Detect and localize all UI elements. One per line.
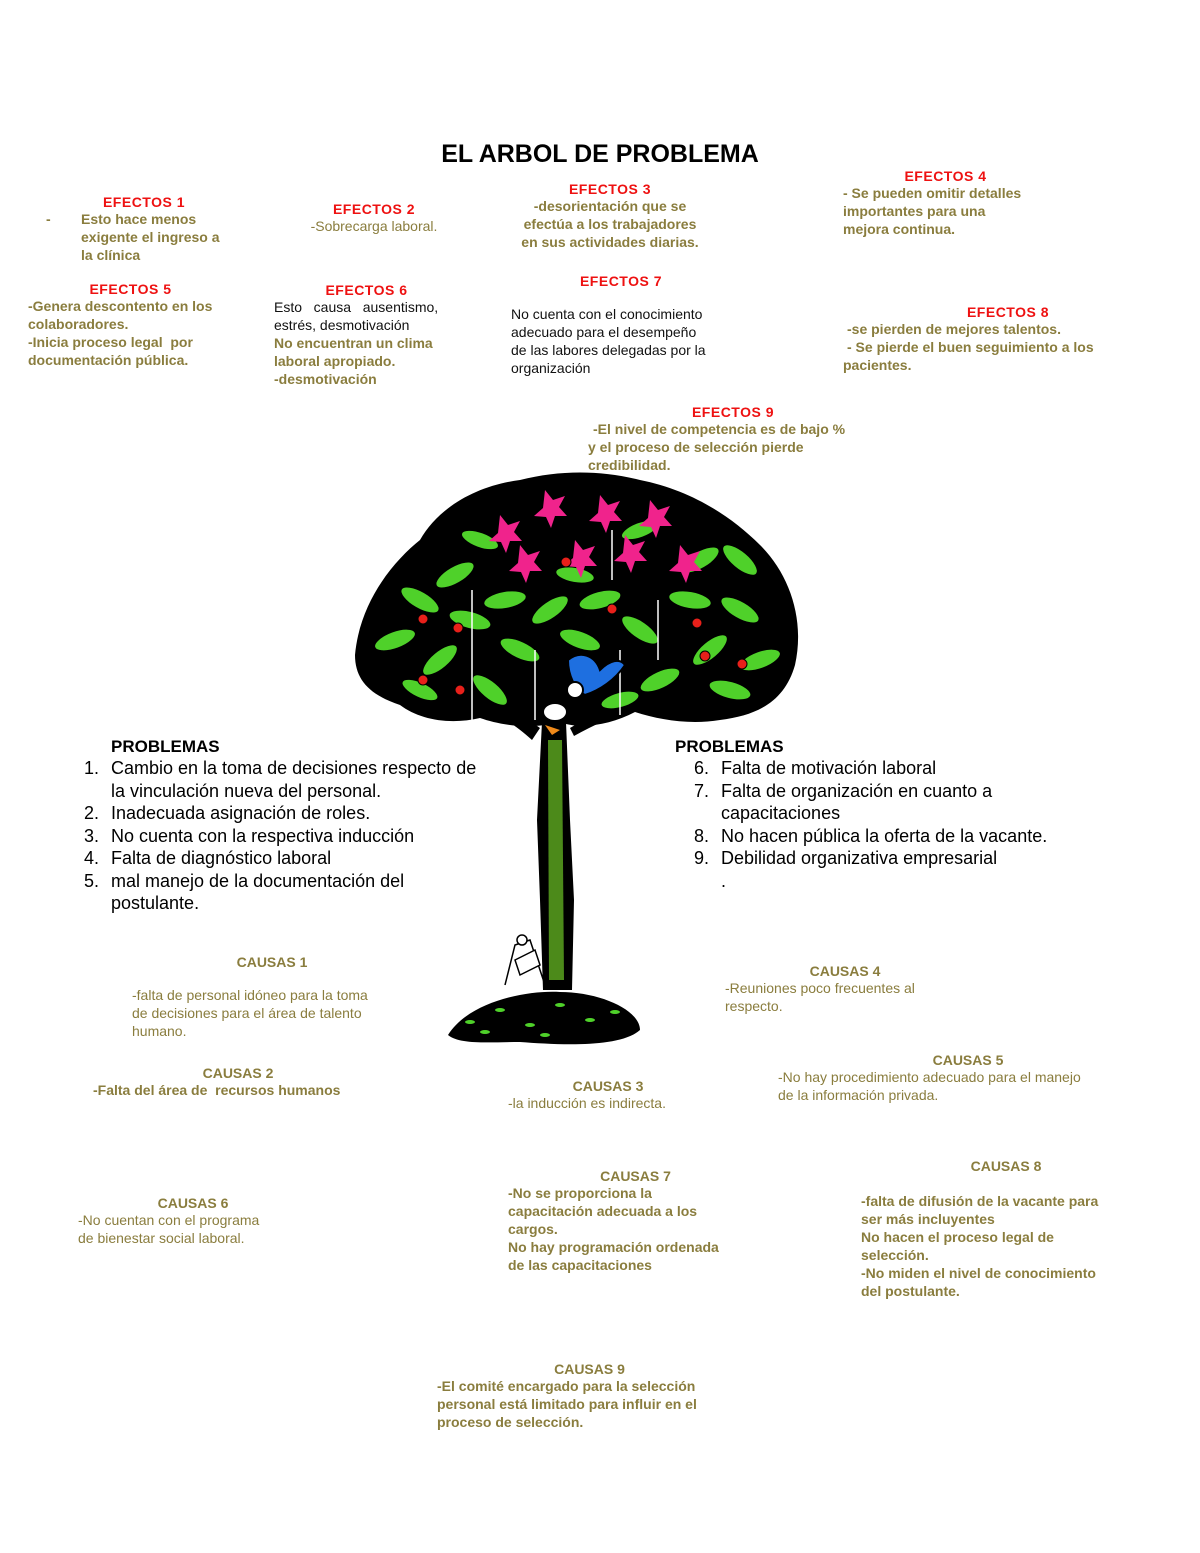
cause-line: personal está limitado para influir en el [437,1396,697,1412]
cause-7 [508,1168,778,1274]
cause-8 [861,1158,1161,1300]
problem-item [685,825,1125,848]
effect-line: organización [511,360,591,376]
effect-heading: EFECTOS 8 [966,304,1050,320]
problem-line: Debilidad organizativa empresarial [721,848,998,868]
problem-line: postulante. [111,893,200,913]
problem-item [685,757,1125,780]
cause-heading: CAUSAS 5 [932,1052,1004,1068]
effect-line: en sus actividades diarias. [521,234,699,250]
effect-line: -Inicia proceso legal por [28,334,193,350]
problem-line: No hacen pública la oferta de la vacante. [721,825,1048,846]
effect-heading: EFECTOS 4 [904,168,987,184]
cause-heading: CAUSAS 6 [157,1195,229,1211]
problem-line: mal manejo de la documentación del [111,870,405,891]
effect-line: credibilidad. [588,457,671,473]
cause-heading: CAUSAS 7 [600,1168,671,1184]
cause-heading: CAUSAS 3 [572,1078,644,1094]
problem-number: 9. [693,848,709,868]
cause-heading: CAUSAS 1 [236,954,308,970]
cause-6 [78,1195,318,1247]
cause-heading: CAUSAS 4 [809,963,881,979]
effect-line: -desmotivación [274,371,377,387]
problem-number: 6. [693,758,709,778]
effect-line: - Se pierde el buen seguimiento a los [847,339,1094,355]
cause-5 [778,1052,1138,1104]
cause-2 [93,1065,393,1099]
effect-9 [588,404,888,474]
effect-line: colaboradores. [28,316,129,332]
problem-item [75,757,535,802]
cause-9 [437,1361,757,1431]
cause-line: -falta de personal idóneo para la toma [132,987,368,1003]
problem-line: . [721,870,727,891]
problem-item [75,802,535,825]
reading-figure [505,935,545,985]
cause-1 [132,954,432,1040]
effect-heading: EFECTOS 2 [332,201,416,217]
cause-line: -No miden el nivel de conocimiento [861,1265,1096,1281]
effect-line: importantes para una [843,203,986,219]
cause-line: capacitación adecuada a los [508,1203,698,1219]
problem-line: capacitaciones [721,803,841,823]
effect-line: pacientes. [843,357,912,373]
effect-4 [843,168,1083,238]
problems-left [75,737,535,915]
cause-line: del postulante. [861,1283,960,1299]
cause-line: de las capacitaciones [508,1257,652,1273]
problem-number: 4. [83,848,99,868]
effect-heading: EFECTOS 6 [325,282,408,298]
effect-line: estrés, desmotivación [274,317,410,333]
effect-line: -se pierden de mejores talentos. [847,321,1061,337]
cause-3 [508,1078,708,1112]
effect-line: No cuenta con el conocimiento [511,306,703,322]
effect-bullet: - [46,211,51,227]
effect-line: Esto hace menos [81,211,197,227]
cause-line: respecto. [725,998,783,1014]
cause-line: -No cuentan con el programa [78,1212,260,1228]
effect-heading: EFECTOS 9 [691,404,775,420]
cause-line: -Reuniones poco frecuentes al [725,980,915,996]
problem-line: Falta de organización en cuanto a [721,780,993,801]
cause-line: de bienestar social laboral. [78,1230,245,1246]
problems-heading: PROBLEMAS [675,737,784,756]
cause-line: proceso de selección. [437,1414,584,1430]
effect-5 [28,281,258,369]
effect-line: mejora continua. [843,221,956,237]
problem-line: Inadecuada asignación de roles. [111,803,371,823]
cause-heading: CAUSAS 9 [554,1361,625,1377]
cause-heading: CAUSAS 2 [202,1065,274,1081]
effect-heading: EFECTOS 3 [568,181,652,197]
effect-heading: EFECTOS 1 [102,194,186,210]
effect-7 [511,273,751,377]
problem-line: Cambio en la toma de decisiones respecto de [111,758,477,778]
problems-right [675,737,1125,892]
cause-line: humano. [132,1023,187,1039]
problem-number: 8. [693,825,709,846]
problem-number: 7. [693,780,709,801]
cause-4 [725,963,965,1015]
problems-heading: PROBLEMAS [111,737,220,756]
cause-line: -No se proporciona la [508,1185,652,1201]
cause-line: de decisiones para el área de talento [132,1005,362,1021]
cause-heading: CAUSAS 8 [970,1158,1042,1174]
effect-1 [44,194,264,264]
effect-line: exigente el ingreso a [81,229,220,245]
effect-line: y el proceso de selección pierde [588,439,804,455]
effect-line: -El nivel de competencia es de bajo % [593,421,846,437]
problem-item [75,825,535,848]
problem-item [75,870,535,915]
cause-line: ser más incluyentes [861,1211,995,1227]
problem-item [685,780,1125,825]
problem-number: 3. [83,825,99,846]
problem-number: 5. [83,870,99,891]
problem-line: No cuenta con la respectiva inducción [111,825,415,846]
effect-line: No encuentran un clima [274,335,433,351]
problem-number: 2. [83,803,99,823]
problem-number: 1. [83,758,99,778]
cause-line: No hacen el proceso legal de [861,1229,1054,1245]
effect-heading: EFECTOS 5 [89,281,172,297]
cause-line: -la inducción es indirecta. [508,1095,666,1111]
cause-line: -El comité encargado para la selección [437,1378,696,1394]
effect-line: adecuado para el desempeño [511,324,697,340]
effect-line: Esto causa ausentismo, [274,299,439,315]
cause-line: -falta de difusión de la vacante para [861,1193,1099,1209]
page-title: EL ARBOL DE PROBLEMA [441,140,759,168]
effect-heading: EFECTOS 7 [579,273,663,289]
cause-line: No hay programación ordenada [508,1239,719,1255]
cause-line: cargos. [508,1221,558,1237]
problem-line: la vinculación nueva del personal. [111,780,382,801]
effect-line: - Se pueden omitir detalles [843,185,1022,201]
problem-line: Falta de motivación laboral [721,758,937,778]
effect-line: laboral apropiado. [274,353,396,369]
cause-line: de la información privada. [778,1087,939,1103]
problem-item [685,847,1125,892]
effect-line: -Genera descontento en los [28,298,213,314]
cause-line: selección. [861,1247,929,1263]
effect-line: efectúa a los trabajadores [523,216,697,232]
problem-item [75,847,535,870]
effect-2 [294,201,454,235]
effect-line: -desorientación que se [533,198,687,214]
problem-line: Falta de diagnóstico laboral [111,848,332,868]
effect-8 [843,304,1163,374]
cause-line: -Falta del área de recursos humanos [93,1082,341,1098]
cause-line: -No hay procedimiento adecuado para el manejo [778,1069,1081,1085]
effect-line: -Sobrecarga laboral. [310,218,438,234]
effect-3 [500,181,720,251]
effect-line: documentación pública. [28,352,189,368]
effect-6 [274,282,474,388]
effect-line: de las labores delegadas por la [511,342,706,358]
effect-line: la clínica [81,247,141,263]
